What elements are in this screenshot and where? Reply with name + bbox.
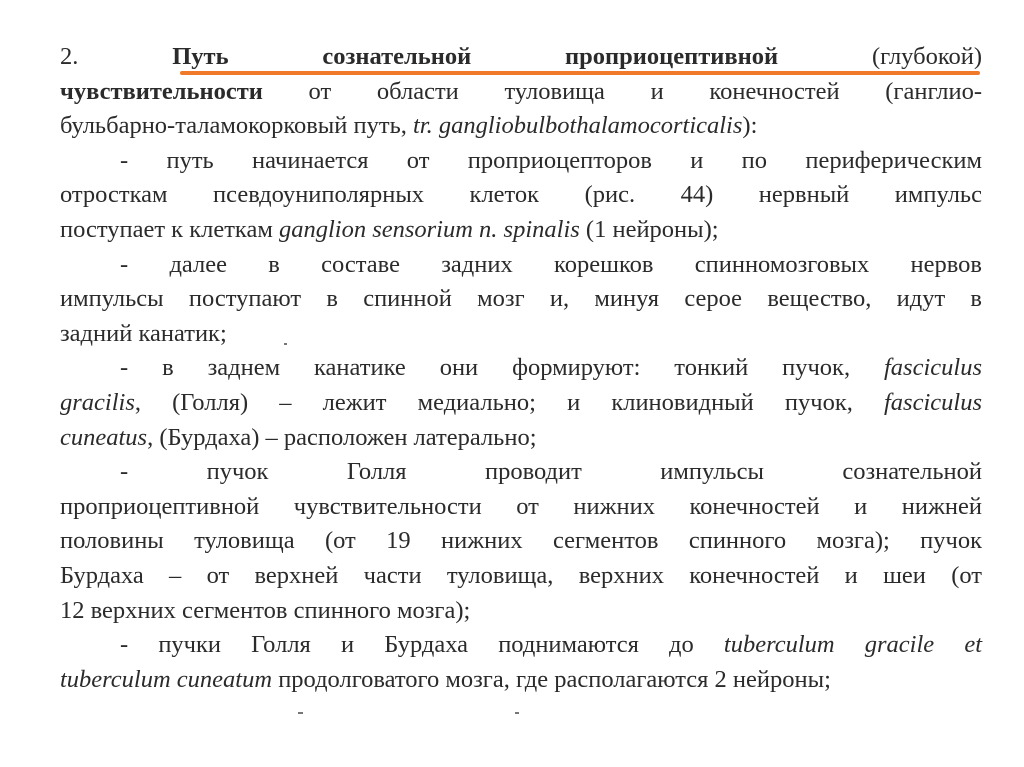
latin-term: tr. gangliobulbothalamocorticalis (413, 112, 743, 140)
text-segment: (глубокой) (778, 43, 982, 70)
text-segment: 2. (60, 43, 173, 70)
text-segment: - далее в составе задних корешков спинномозговых нервов (120, 250, 982, 278)
scan-speck (298, 712, 303, 714)
text-line (120, 144, 982, 178)
latin-term: gracilis (60, 389, 135, 416)
scan-speck (515, 712, 519, 714)
text-line (60, 213, 982, 247)
text-segment: импульсы поступают в спинной мозг и, минуя серое вещество, идут в (60, 285, 982, 313)
bold-text: чувствительности (60, 77, 263, 105)
text-segment: отросткам псевдоуниполярных клеток (рис. 44) нервный импульс (60, 181, 982, 209)
text-line (60, 317, 982, 351)
text-segment: Бурдаха – от верхней части туловища, верхних конечностей и шеи (от (60, 562, 982, 589)
latin-term: fasciculus (884, 389, 982, 416)
text-line (60, 386, 982, 420)
latin-term: tuberculum gracile et (723, 631, 982, 659)
text-segment: проприоцептивной чувствительности от нижних конечностей и нижней (60, 492, 982, 520)
text-line (60, 594, 982, 628)
bold-text: Путь сознательной проприоцептивной (172, 43, 779, 70)
latin-term: fasciculus (884, 354, 982, 382)
text-line (60, 524, 982, 558)
text-segment: от области туловища и конечностей (ганглио- (262, 77, 982, 105)
text-segment: поступает к клеткам (60, 216, 279, 243)
text-line (60, 109, 982, 143)
text-line (60, 421, 982, 455)
text-line (120, 351, 982, 385)
text-segment: , (Голля) – лежит медиально; и клиновидный пучок, (134, 389, 884, 416)
text-segment: половины туловища (от 19 нижних сегментов спинного мозга); пучок (60, 527, 982, 555)
text-line (60, 178, 982, 212)
text-segment: бульбарно-таламокорковый путь, (60, 112, 413, 140)
text-line (120, 628, 982, 662)
text-line (60, 490, 982, 524)
text-segment: - пучки Голля и Бурдаха поднимаются до (120, 631, 724, 659)
latin-term: ganglion sensorium n. spinalis (278, 216, 580, 243)
text-segment: , (Бурдаха) – расположен латерально; (147, 423, 537, 451)
text-segment: - в заднем канатике они формируют: тонкий пучок, (120, 354, 884, 382)
text-segment: (1 нейроны); (579, 216, 719, 243)
text-line (60, 40, 982, 74)
text-segment: 12 верхних сегментов спинного мозга); (60, 596, 471, 624)
text-segment: - путь начинается от проприоцепторов и по периферическим (120, 146, 982, 174)
text-segment: задний канатик; (60, 319, 227, 347)
text-line (60, 559, 982, 593)
text-segment: продолговатого мозга, где располагаются 2 нейроны; (272, 665, 831, 693)
text-line (60, 75, 982, 109)
scan-speck (284, 343, 287, 345)
latin-term: cuneatus (60, 423, 148, 451)
text-segment: - пучок Голля проводит импульсы сознательной (120, 458, 982, 486)
text-line (60, 663, 982, 697)
text-line (120, 455, 982, 489)
text-line (120, 248, 982, 282)
text-line (60, 282, 982, 316)
text-segment: ): (742, 112, 758, 140)
latin-term: tuberculum cuneatum (60, 665, 273, 693)
